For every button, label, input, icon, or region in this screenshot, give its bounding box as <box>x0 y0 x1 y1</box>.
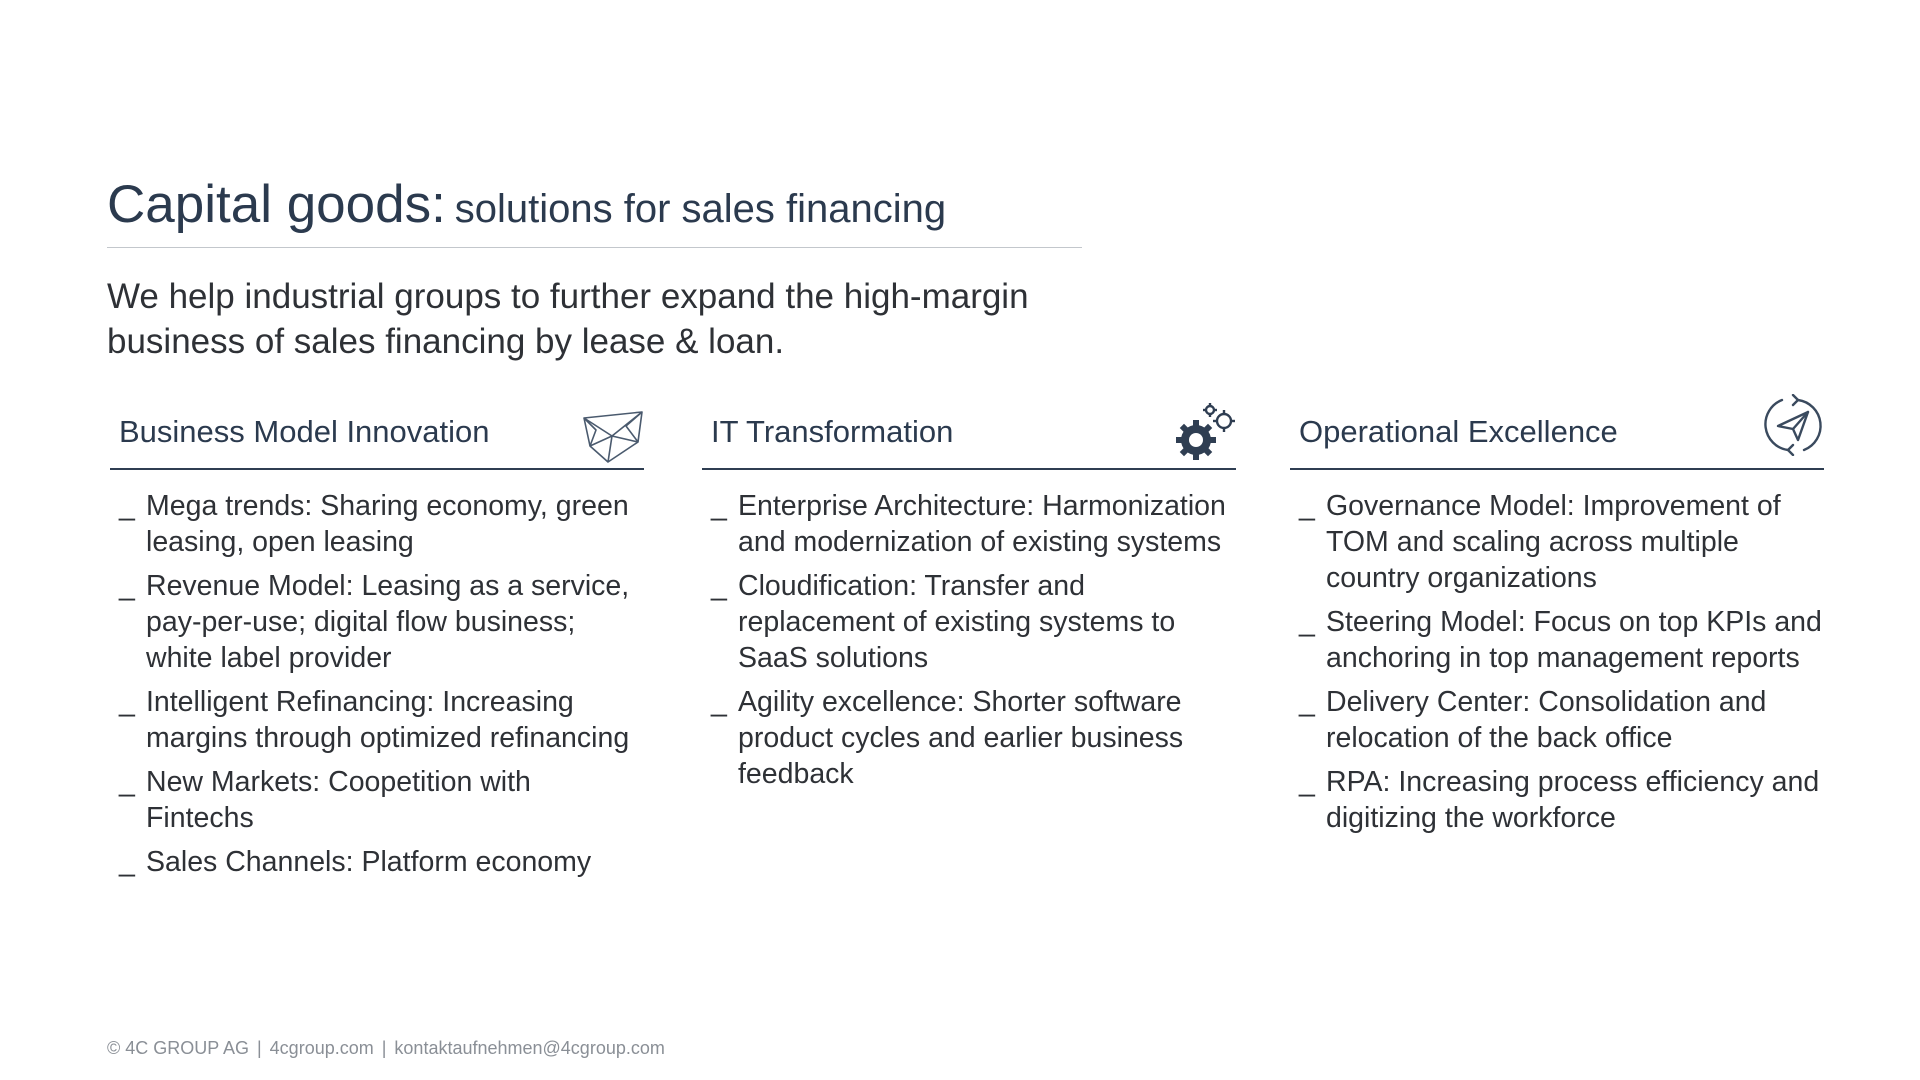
list-item: _ Agility excellence: Shorter software product cycles and earlier business feedback <box>711 686 1184 790</box>
page-title-main: Capital goods: <box>107 175 446 234</box>
column-business-model-innovation <box>110 402 644 888</box>
page-title <box>107 174 946 235</box>
lead-text: We help industrial groups to further expand the high-margin business of sales financing by lease & loan. <box>107 277 1029 361</box>
footer <box>107 1038 665 1059</box>
item-list <box>110 488 644 880</box>
list-item: _ Cloudification: Transfer and replacement of existing systems to SaaS solutions <box>711 570 1176 674</box>
item-list <box>1290 488 1824 836</box>
list-item: _ Mega trends: Sharing economy, green leasing, open leasing <box>119 490 629 558</box>
list-item: _ Steering Model: Focus on top KPIs and anchoring in top management reports <box>1299 606 1822 674</box>
page-title-sub: solutions for sales financing <box>454 187 947 231</box>
pentagon-shape-icon <box>582 410 644 472</box>
column-it-transformation <box>702 402 1236 800</box>
column-header <box>110 402 644 470</box>
column-title: Business Model Innovation <box>119 414 490 449</box>
column-operational-excellence <box>1290 402 1824 844</box>
list-item: _ Enterprise Architecture: Harmonization and modernization of existing systems <box>711 490 1226 558</box>
footer-email-link[interactable]: kontaktaufnehmen@4cgroup.com <box>394 1038 665 1058</box>
column-title: IT Transformation <box>711 414 954 449</box>
list-item: _ Delivery Center: Consolidation and relocation of the back office <box>1299 686 1767 754</box>
column-header <box>1290 402 1824 470</box>
list-item: _ Intelligent Refinancing: Increasing margins through optimized refinancing <box>119 686 630 754</box>
item-list <box>702 488 1236 792</box>
footer-separator: | <box>256 1038 262 1058</box>
title-divider <box>107 247 1082 248</box>
footer-website-link[interactable]: 4cgroup.com <box>269 1038 374 1058</box>
list-item: _ RPA: Increasing process efficiency and digitizing the workforce <box>1299 766 1820 834</box>
column-title: Operational Excellence <box>1299 414 1618 449</box>
gears-icon <box>1174 402 1236 464</box>
footer-separator: | <box>381 1038 387 1058</box>
list-item: _ Revenue Model: Leasing as a service, pay-per-use; digital flow business; white label provider <box>119 570 630 674</box>
list-item: _ Sales Channels: Platform economy <box>119 846 592 878</box>
list-item: _ Governance Model: Improvement of TOM and scaling across multiple country organizations <box>1299 490 1781 594</box>
footer-company: © 4C GROUP AG <box>107 1038 249 1058</box>
list-item: _ New Markets: Coopetition with Fintechs <box>119 766 531 834</box>
navigation-arrow-cycle-icon <box>1762 394 1824 456</box>
column-header <box>702 402 1236 470</box>
